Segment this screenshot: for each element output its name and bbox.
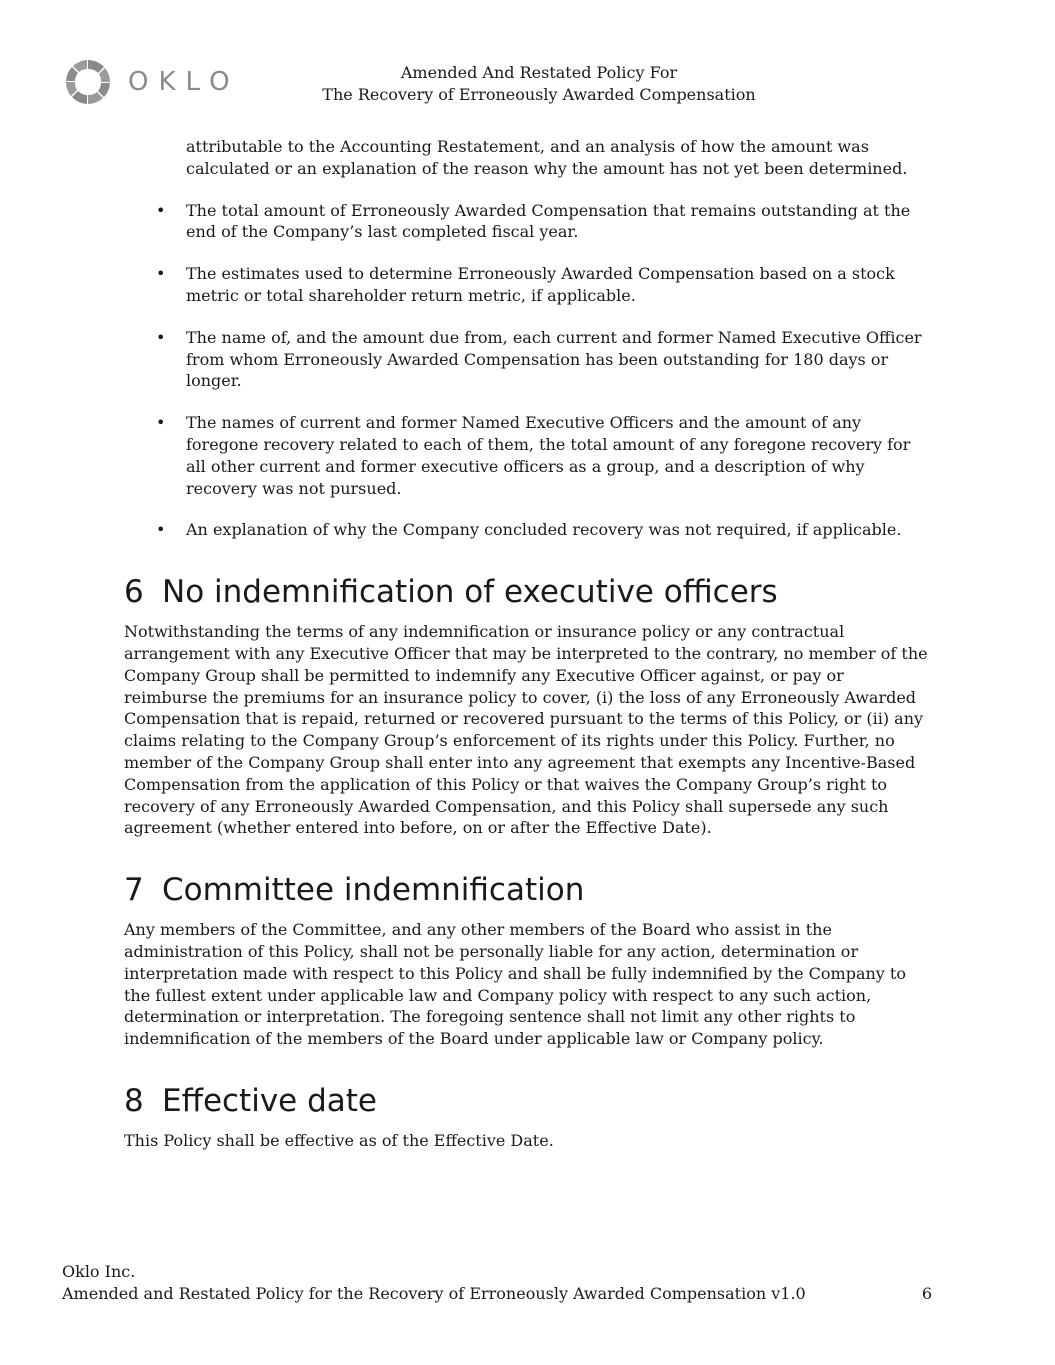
continued-bullet-text: attributable to the Accounting Restatement, and an analysis of how the amount was calculated or an explanation of the reason why the amount has not yet been determined. [186, 137, 908, 178]
section-heading [124, 871, 932, 909]
section-heading [124, 1082, 932, 1120]
bullet-icon: • [156, 413, 166, 433]
list-item-text: The name of, and the amount due from, each current and former Named Executive Officer from whom Erroneously Awarded Compensation has been outstanding for 180 days or longer. [186, 327, 922, 391]
section-number: 7 [124, 872, 144, 909]
page-number: 6 [921, 1284, 932, 1303]
header-title-line2: The Recovery of Erroneously Awarded Compensation [322, 85, 756, 104]
bullet-icon: • [156, 520, 166, 540]
page-header [250, 62, 828, 106]
section-title: Committee indemnification [162, 872, 585, 909]
section-effective-date [124, 1082, 932, 1152]
footer-company: Oklo Inc. [62, 1262, 136, 1281]
footer-document-title: Amended and Restated Policy for the Recovery of Erroneously Awarded Compensation v1.0 [62, 1284, 806, 1303]
oklo-ring-icon [64, 58, 112, 106]
list-item-text: An explanation of why the Company concluded recovery was not required, if applicable. [186, 520, 902, 540]
section-number: 6 [124, 574, 144, 611]
list-item [124, 412, 932, 499]
list-item-text: The total amount of Erroneously Awarded Compensation that remains outstanding at the end of the Company’s last completed fiscal year. [186, 200, 911, 242]
list-item-text: The names of current and former Named Executive Officers and the amount of any foregone recovery related to each of them, the total amount of any foregone recovery for all other current and former executive officers as a group, and a description of why recovery was not pursued. [186, 413, 911, 498]
section-heading [124, 573, 932, 611]
section-committee-indemnification [124, 871, 932, 1050]
bullet-icon: • [156, 327, 166, 347]
list-item-text: The estimates used to determine Erroneously Awarded Compensation based on a stock metric or total shareholder return metric, if applicable. [186, 264, 895, 305]
section-title: No indemnification of executive officers [162, 574, 778, 611]
bullet-icon: • [156, 264, 166, 284]
section-no-indemnification [124, 573, 932, 839]
document-body [124, 136, 932, 1152]
section-body: Any members of the Committee, and any other members of the Board who assist in the administration of this Policy, shall not be personally liable for any action, determination or interpretation made with respect to this Policy and shall be fully indemnified by the Company to the fullest extent under applicable law and Company policy with respect to any such action, determination or interpretation. The foregoing sentence shall not limit any other rights to indemnification of the members of the Board under applicable law or Company policy. [124, 920, 906, 1049]
company-logo [64, 57, 240, 107]
section-title: Effective date [162, 1082, 378, 1119]
header-title-line1: Amended And Restated Policy For [400, 63, 678, 82]
section-body: Notwithstanding the terms of any indemnification or insurance policy or any contractual arrangement with any Executive Officer that may be interpreted to the contrary, no member of the Company Group shall be permitted to indemnify any Executive Officer against, or pay or reimburse the premiums for an insurance policy to cover, (i) the loss of any Erroneously Awarded Compensation that is repaid, returned or recovered pursuant to the terms of this Policy, or (ii) any claims relating to the Company Group’s enforcement of its rights under this Policy. Further, no member of the Company Group shall enter into any agreement that exempts any Incentive-Based Compensation from the application of this Policy or that waives the Company Group’s right to recovery of any Erroneously Awarded Compensation, and this Policy shall supersede any such agreement (whether entered into before, on or after the Effective Date). [124, 622, 928, 838]
list-item [124, 327, 932, 392]
section-body: This Policy shall be effective as of the Effective Date. [124, 1130, 554, 1150]
logo-wordmark: OKLO [128, 67, 240, 97]
list-item [124, 200, 932, 244]
section-number: 8 [124, 1082, 144, 1119]
bullet-list [124, 200, 932, 542]
list-item [124, 263, 932, 307]
list-item [124, 519, 932, 541]
bullet-icon: • [156, 200, 166, 220]
page-footer [62, 1261, 932, 1305]
